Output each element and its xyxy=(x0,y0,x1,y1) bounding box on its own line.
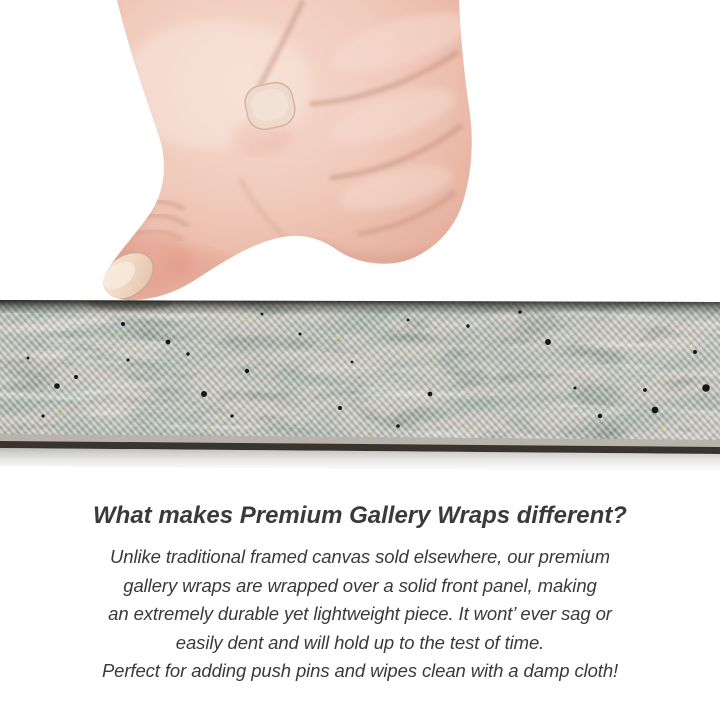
description-block xyxy=(0,501,720,686)
body-line-5: Perfect for adding push pins and wipes clean with a damp cloth! xyxy=(101,660,619,681)
hand-illustration xyxy=(0,0,720,302)
heading: What makes Premium Gallery Wraps different? xyxy=(93,502,627,529)
canvas-edge-photo xyxy=(0,298,720,472)
canvas-paint-texture xyxy=(0,298,720,450)
canvas-edge-illustration xyxy=(0,298,720,472)
body-line-4: easily dent and will hold up to the test of time. xyxy=(175,631,545,653)
hand-photo xyxy=(0,0,720,302)
canvas-top-edge xyxy=(0,300,720,315)
body-line-3: an extremely durable yet lightweight piece. It wont’ ever sag or xyxy=(108,603,612,624)
body-line-1: Unlike traditional framed canvas sold elsewhere, our premium xyxy=(110,546,610,567)
body-line-2: gallery wraps are wrapped over a solid front panel, making xyxy=(123,574,597,596)
